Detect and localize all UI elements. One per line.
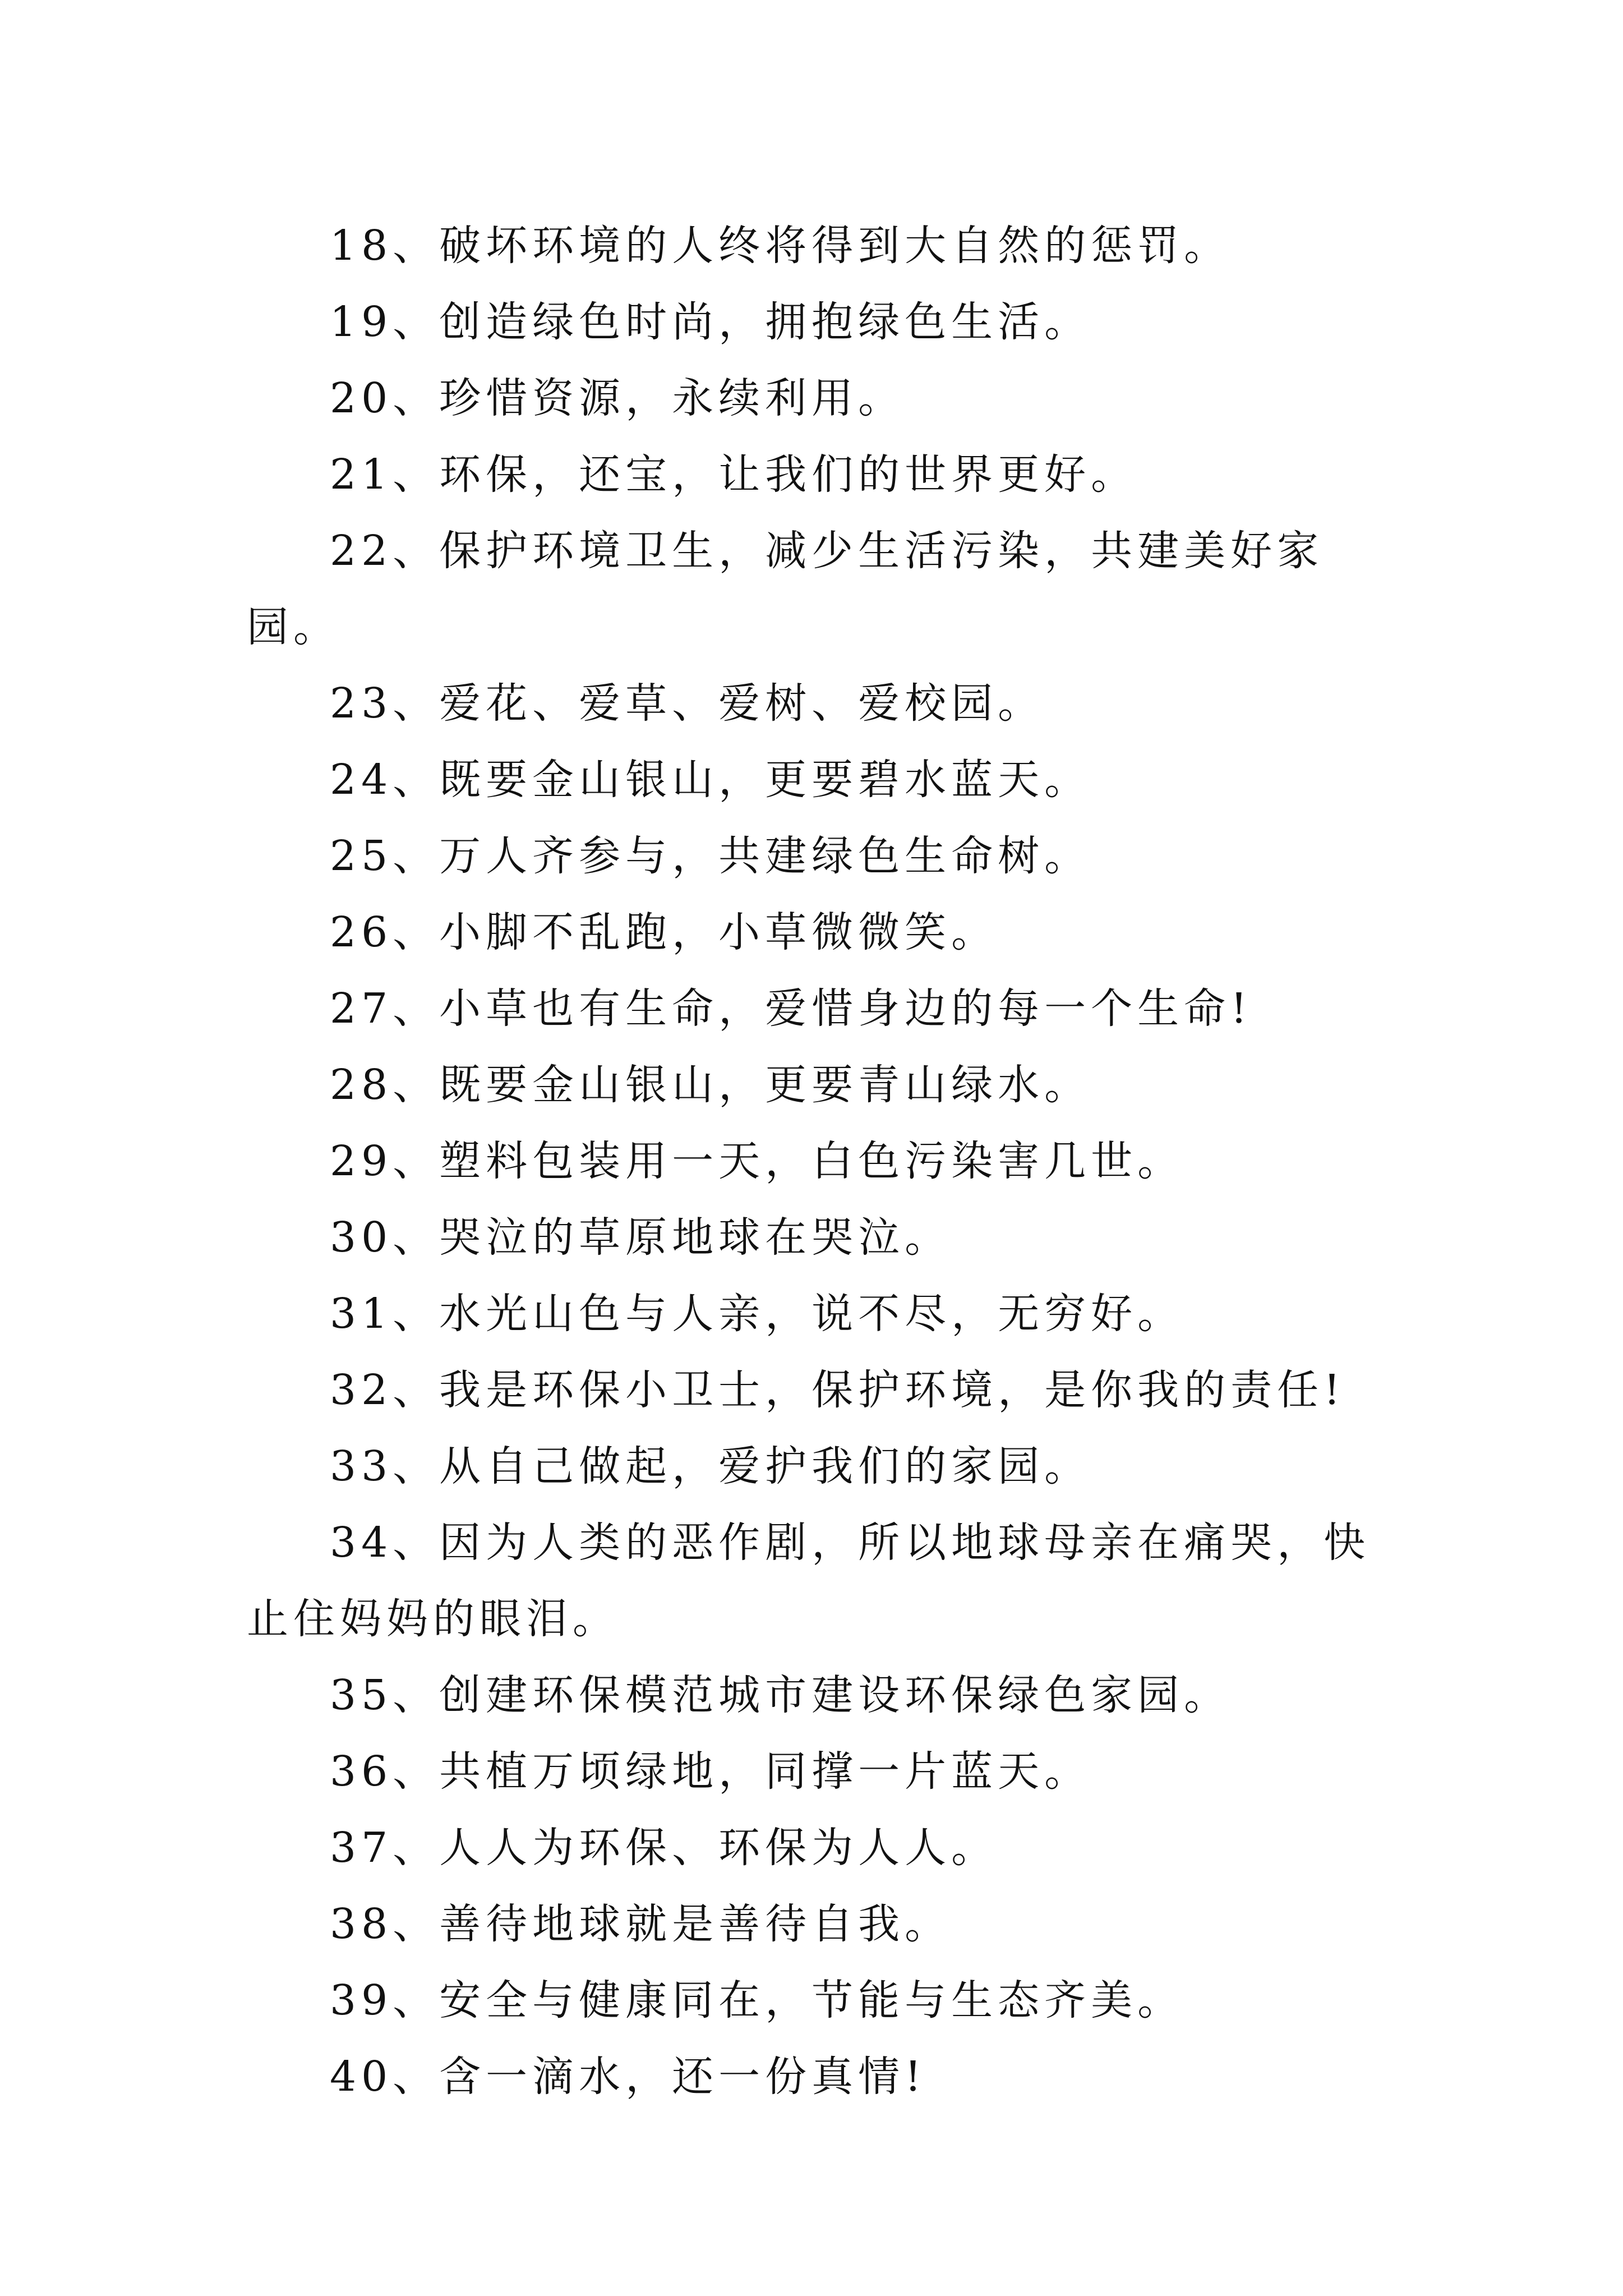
list-item: 26、小脚不乱跑，小草微微笑。 — [330, 908, 998, 956]
list-item: 34、因为人类的恶作剧，所以地球母亲在痛哭，快止住妈妈的眼泪。 — [247, 1519, 1371, 1643]
list-item: 24、既要金山银山，更要碧水蓝天。 — [330, 756, 1091, 804]
list-item: 32、我是环保小卫士，保护环境，是你我的责任! — [330, 1366, 1345, 1414]
list-item: 38、善待地球就是善待自我。 — [330, 1900, 952, 1948]
list-item: 22、保护环境卫生，减少生活污染，共建美好家园。 — [247, 527, 1324, 651]
list-item: 21、环保，还宝，让我们的世界更好。 — [330, 450, 1138, 499]
list-item: 18、破坏环境的人终将得到大自然的惩罚。 — [330, 222, 1231, 270]
list-item: 19、创造绿色时尚，拥抱绿色生活。 — [330, 298, 1091, 346]
list-item: 33、从自己做起，爱护我们的家园。 — [330, 1442, 1091, 1490]
list-item: 20、珍惜资源，永续利用。 — [330, 374, 905, 422]
list-item: 31、水光山色与人亲，说不尽，无穷好。 — [330, 1290, 1184, 1338]
list-item: 25、万人齐参与，共建绿色生命树。 — [330, 832, 1091, 880]
list-item: 28、既要金山银山，更要青山绿水。 — [330, 1061, 1091, 1109]
list-item: 39、安全与健康同在，节能与生态齐美。 — [330, 1976, 1184, 2024]
list-item: 27、小草也有生命，爱惜身边的每一个生命! — [330, 984, 1252, 1033]
list-item: 35、创建环保模范城市建设环保绿色家园。 — [330, 1671, 1231, 1719]
list-item: 30、哭泣的草原地球在哭泣。 — [330, 1213, 952, 1262]
list-item: 23、爱花、爱草、爱树、爱校园。 — [330, 679, 1045, 728]
list-item: 37、人人为环保、环保为人人。 — [330, 1824, 998, 1872]
slogan-list — [247, 208, 1391, 2115]
list-item: 36、共植万顷绿地，同撑一片蓝天。 — [330, 1747, 1091, 1796]
list-item: 40、含一滴水，还一份真情! — [330, 2053, 926, 2101]
list-item: 29、塑料包装用一天，白色污染害几世。 — [330, 1137, 1184, 1185]
